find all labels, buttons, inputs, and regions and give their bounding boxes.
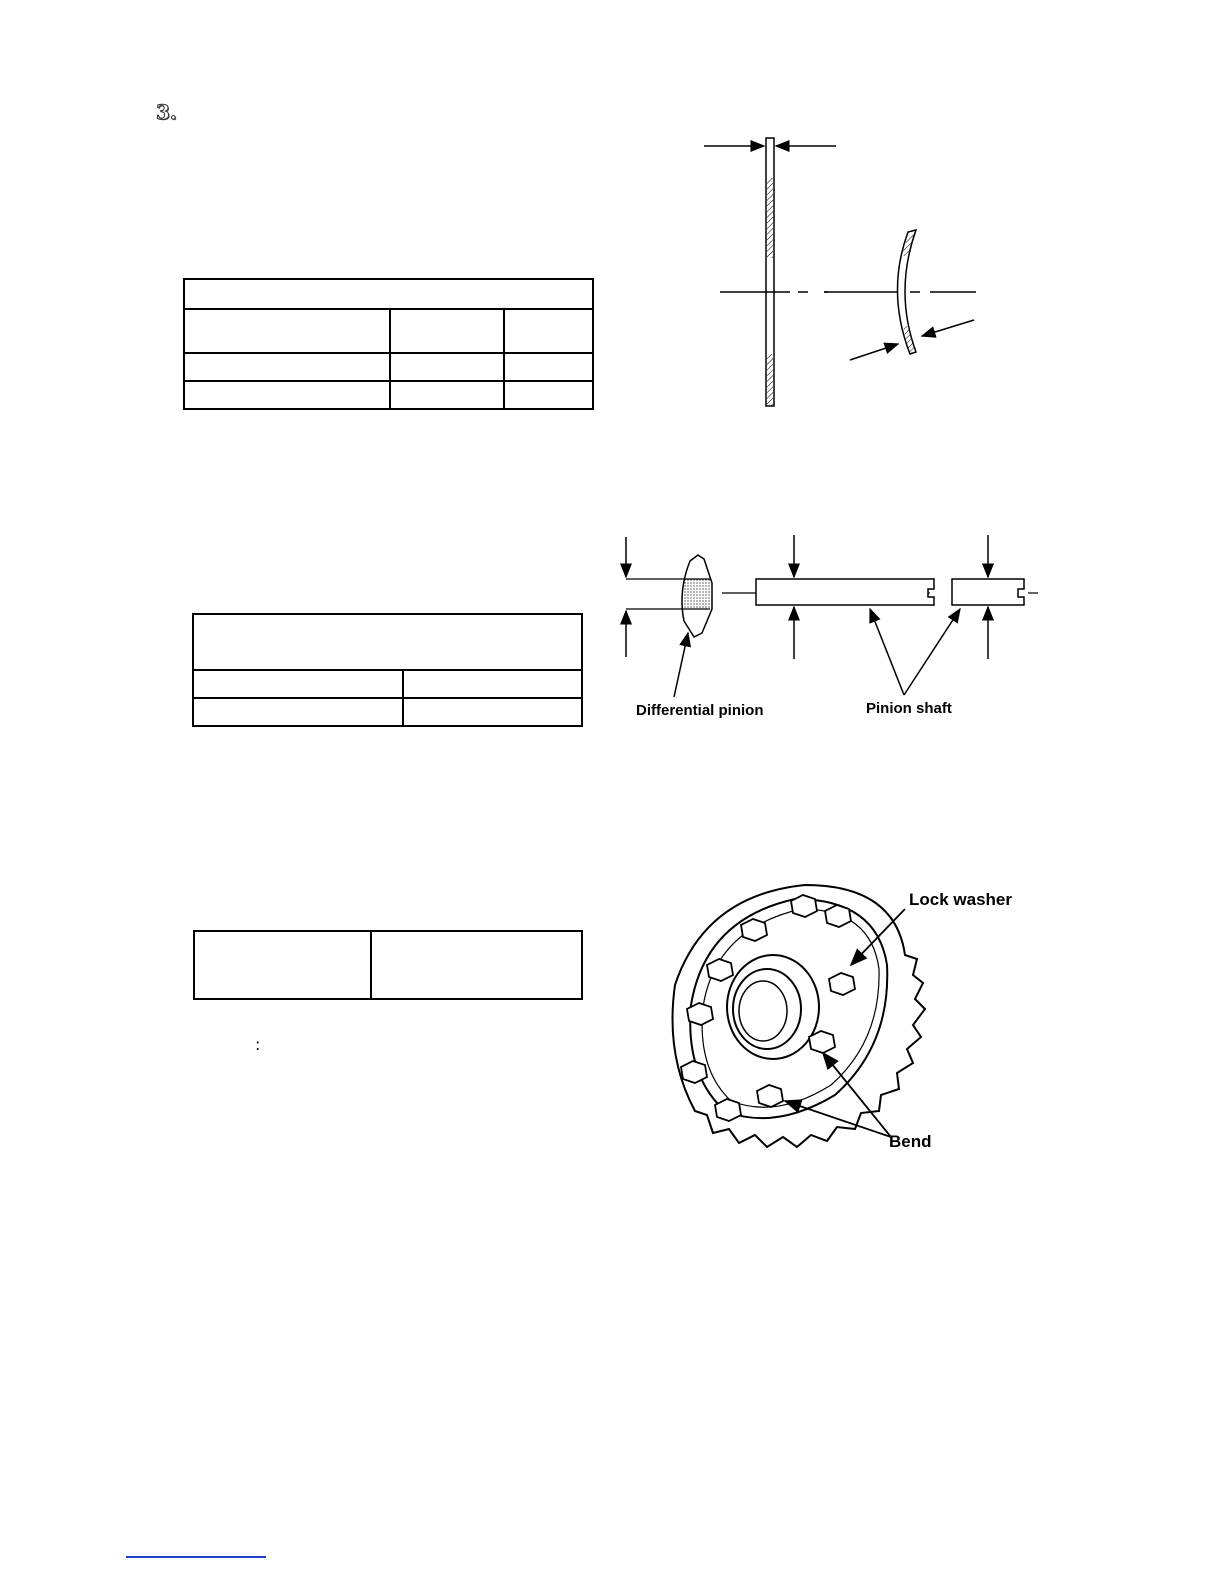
spec-table-1 bbox=[183, 278, 594, 410]
pinion-shaft-label: Pinion shaft bbox=[866, 700, 952, 717]
pinion-and-shaft-diagram bbox=[612, 525, 1042, 725]
table-1-header bbox=[184, 279, 593, 309]
ring-gear-lock-washer-diagram bbox=[655, 875, 1025, 1180]
table-3-cell bbox=[371, 931, 582, 999]
table-1-cell bbox=[390, 381, 504, 409]
table-1-cell bbox=[184, 353, 390, 381]
table-2-cell bbox=[193, 670, 403, 698]
table-2-cell bbox=[403, 670, 582, 698]
spec-table-3 bbox=[193, 930, 583, 1000]
table-1-cell bbox=[390, 309, 504, 353]
table-2-cell bbox=[403, 698, 582, 726]
table-1-cell bbox=[504, 353, 593, 381]
table-3-cell bbox=[194, 931, 371, 999]
spec-table-2 bbox=[192, 613, 583, 727]
lock-washer-label: Lock washer bbox=[909, 890, 1012, 909]
table-2-header bbox=[193, 614, 582, 670]
table-1-cell bbox=[390, 353, 504, 381]
table-1-cell bbox=[184, 309, 390, 353]
note-colon: : bbox=[255, 1035, 261, 1054]
section-number: 3. bbox=[156, 100, 177, 124]
table-1-cell bbox=[184, 381, 390, 409]
table-1-cell bbox=[504, 381, 593, 409]
table-2-cell bbox=[193, 698, 403, 726]
bend-label: Bend bbox=[889, 1132, 932, 1151]
footer-link-underline[interactable] bbox=[126, 1556, 266, 1558]
differential-pinion-label: Differential pinion bbox=[636, 702, 764, 719]
washer-thickness-diagram bbox=[690, 130, 990, 420]
table-1-cell bbox=[504, 309, 593, 353]
